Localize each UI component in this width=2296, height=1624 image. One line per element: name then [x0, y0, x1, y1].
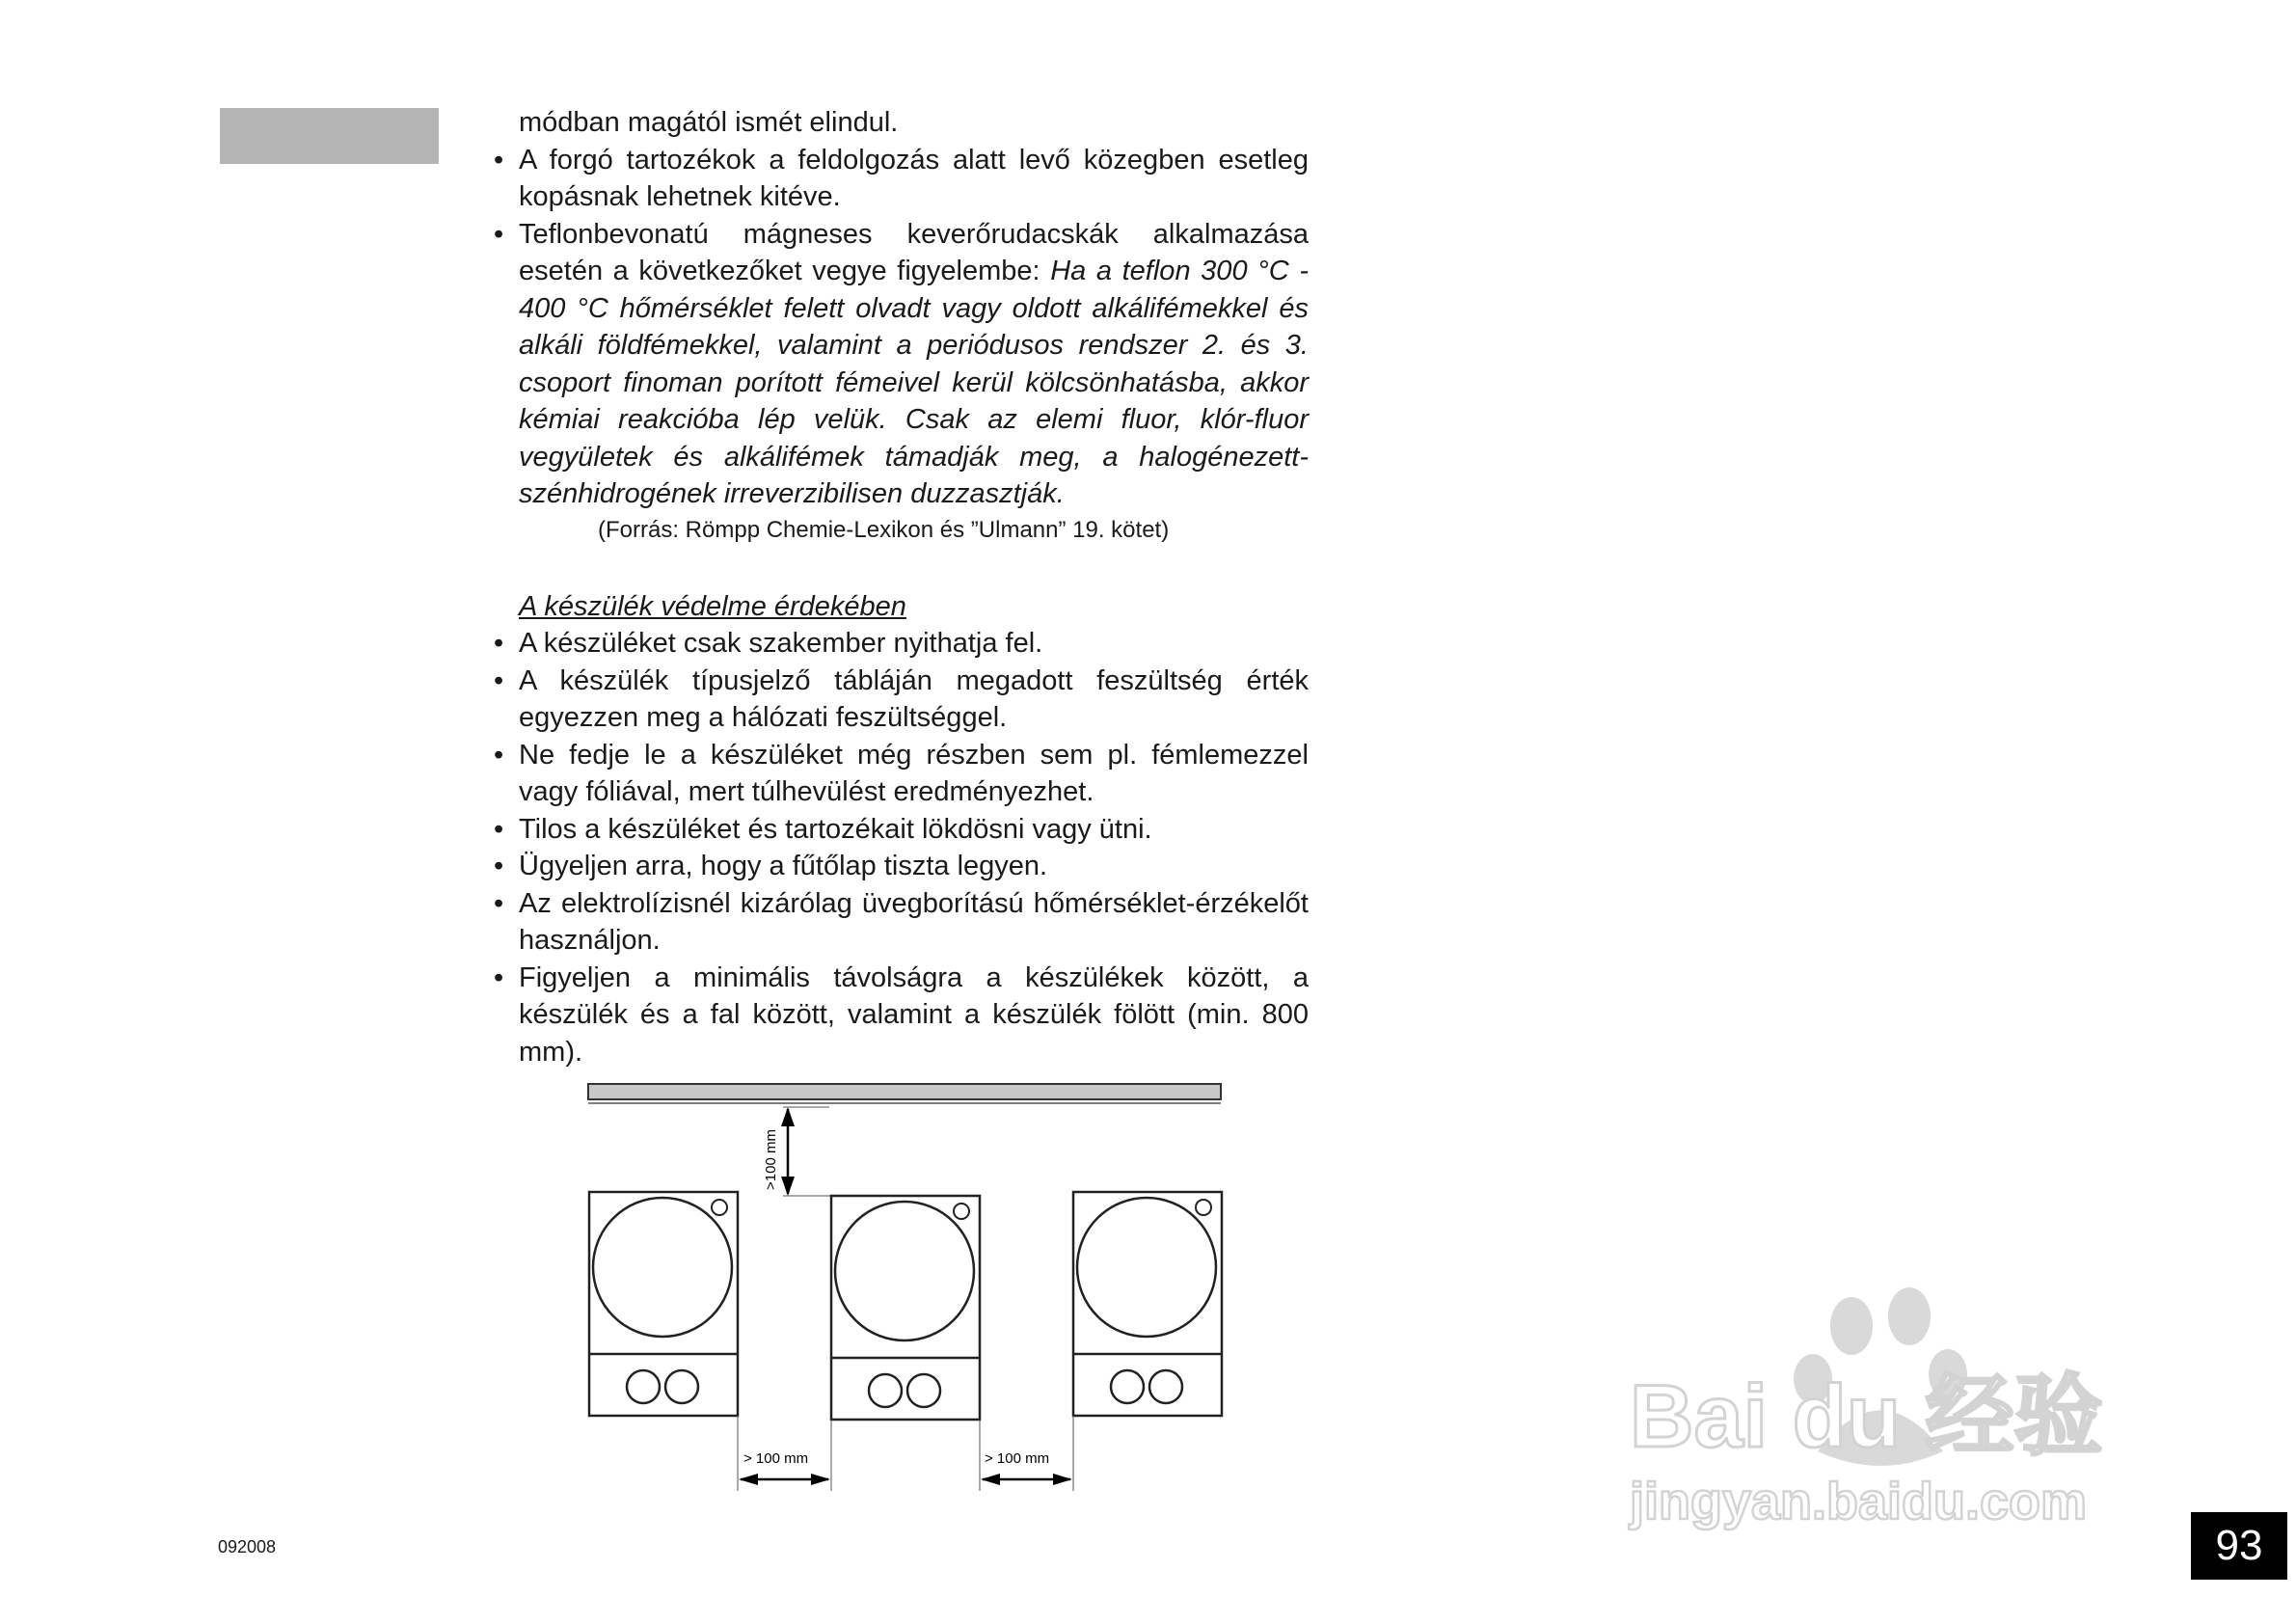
watermark-url: jingyan.baidu.com [1630, 1473, 2088, 1530]
bullet-text: Az elektrolízisnél kizárólag üvegborítású hőmérséklet-érzékelőt használjon. [519, 887, 1309, 956]
arrow-head-up [781, 1107, 795, 1126]
bullet-text: A forgó tartozékok a feldolgozás alatt levő közegben esetleg kopásnak lehetnek kitéve. [519, 144, 1309, 212]
bullet-dot: • [494, 813, 504, 845]
bullet-text: A készüléket csak szakember nyithatja fel. [519, 628, 1043, 659]
page-number: 93 [2191, 1512, 2287, 1580]
arrow-head-down [781, 1177, 795, 1196]
baidu-watermark [1620, 1273, 2160, 1533]
bullet-item [494, 848, 1309, 885]
spacing-diagram [579, 1078, 1234, 1502]
bullet-dot: • [494, 961, 504, 993]
bullet-text: Ügyeljen arra, hogy a fűtőlap tiszta legyen. [519, 851, 1048, 881]
bullet-dot: • [494, 218, 504, 250]
source-citation: (Forrás: Römpp Chemie-Lexikon és ”Ulmann” 19. kötet) [598, 516, 1170, 543]
bullet-item [494, 885, 1309, 960]
bullet-item [494, 142, 1309, 216]
bullet-item [494, 663, 1309, 737]
wall-bar [588, 1084, 1221, 1099]
bullet-dot: • [494, 628, 504, 659]
bullet-item [494, 960, 1309, 1071]
bullet-item [494, 737, 1309, 811]
bullet-dot: • [494, 144, 504, 176]
gap-indicator-1 [738, 1416, 831, 1491]
bullet-item [494, 811, 1309, 849]
bullet-dot: • [494, 664, 504, 696]
bullet-dot: • [494, 887, 504, 919]
bullet-item [494, 625, 1309, 663]
watermark-brand: Bai du 经验 [1630, 1367, 2103, 1466]
bullet-text: A készülék típusjelző tábláján megadott feszültség érték egyezzen meg a hálózati feszültséggel. [519, 664, 1309, 733]
text-column [494, 104, 1309, 1070]
continued-text: módban magától ismét elindul. [519, 107, 899, 138]
gap-label-1: > 100 mm [743, 1450, 809, 1467]
bullet-dot: • [494, 851, 504, 881]
bullet-text: Ne fedje le a készüléket még részben sem pl. fémlemezzel vagy fóliával, mert túlhevülést eredményezhet. [519, 739, 1309, 807]
stirrer-device-3 [1073, 1192, 1222, 1416]
stirrer-device-2 [831, 1196, 980, 1420]
stirrer-device-1 [589, 1192, 738, 1416]
bullet-dot: • [494, 739, 504, 771]
gap-label-2: > 100 mm [985, 1450, 1050, 1467]
bullet-item [494, 216, 1309, 513]
section-heading: A készülék védelme érdekében [519, 590, 906, 622]
document-code: 092008 [218, 1537, 277, 1556]
bullet-text: Tilos a készüléket és tartozékait lökdösni vagy ütni. [519, 813, 1152, 845]
bullet-text: Figyeljen a minimális távolságra a készülékek között, a készülék és a fal között, valamint a készülék fölött (min. 800 mm). [519, 961, 1309, 1068]
section-tab-marker [220, 108, 439, 164]
vertical-clearance-label: >100 mm [763, 1129, 779, 1190]
teflon-warning-text: Ha a teflon 300 °C - 400 °C hőmérséklet felett olvadt vagy oldott alkálifémekkel és alkáli földfémekkel, valamint a periódusos rendszer 2. és 3. csoport finoman porított fémeivel kerül kölcsönhatásba, akkor kémiai reakcióba lép velük. Csak az elemi fluor, klór-fluor vegyületek és alkálifémek támadják meg, a halogénezett-szénhidrogének irreverzibilisen duzzasztják. [519, 256, 1309, 509]
gap-indicator-2 [980, 1416, 1073, 1491]
bullet-text: Teflonbevonatú mágneses keverőrudacskák alkalmazása esetén a következőket vegye figyelembe: [519, 218, 1309, 286]
